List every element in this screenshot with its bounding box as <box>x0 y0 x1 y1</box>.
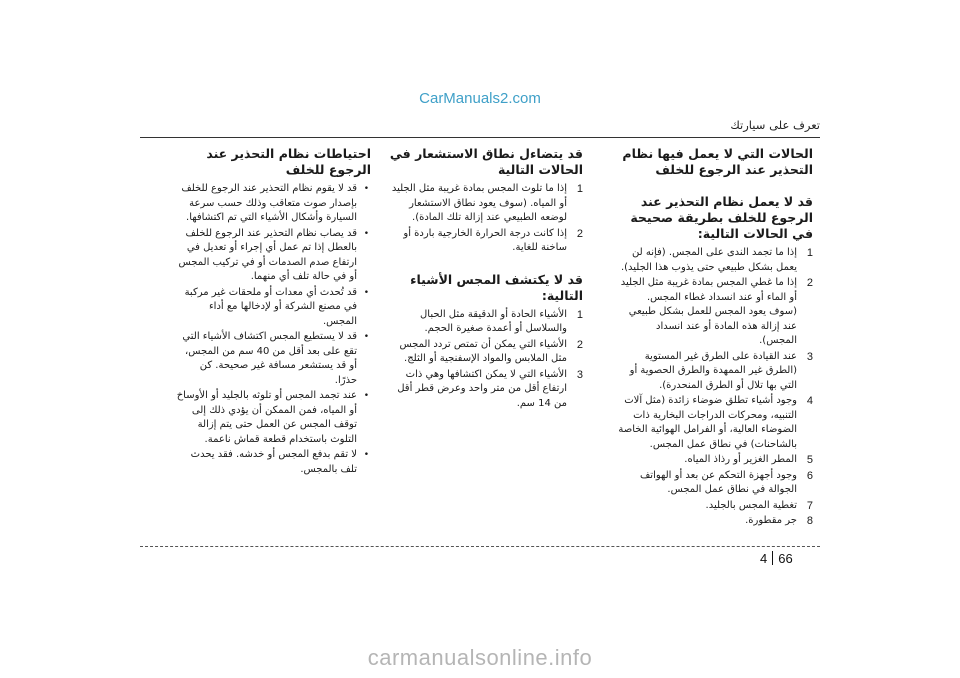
item-text: وجود أشياء تطلق ضوضاء زائدة (مثل آلات التنبيه، ومحركات الدراجات البخارية ذات الضوضاء العالية، أو الفرامل الهوائية الخاصة بالشاحنات) في نطاق عمل المجس. <box>618 395 797 450</box>
section-heading: قد لا يعمل نظام التحذير عند الرجوع للخلف بطريقة صحيحة في الحالات التالية: <box>630 194 813 241</box>
item-text: عند تجمد المجس أو تلوثه بالجليد أو الأوساخ أو المياه، فمن الممكن أن يؤدي ذلك إلى توقف المجس عن العمل حتى يتم إزالة التلوث باستخدام قطعة قماش ناعمة. <box>176 390 357 445</box>
bottom-rule <box>140 546 820 547</box>
bullet-marker: • <box>363 184 369 194</box>
item-text: المطر الغزير أو رذاذ المياه. <box>684 454 797 465</box>
bullet-list <box>176 182 371 477</box>
column-middle <box>388 146 583 412</box>
item-text: وجود أجهزة التحكم عن بعد أو الهواتف الجوالة في نطاق عمل المجس. <box>639 469 797 495</box>
bullet-marker: • <box>363 287 369 298</box>
list-item <box>176 389 371 447</box>
item-text: إذا كانت درجة الحرارة الخارجية باردة أو ساخنة للغاية. <box>403 227 567 253</box>
list-item <box>176 227 371 285</box>
item-text: إذا ما غطي المجس بمادة غريبة مثل الجليد أو الماء أو عند انسداد غطاء المجس. (سوف يعود المجس للعمل بشكل طبيعي عند إزالة هذه المادة أو عند انسداد المجس). <box>620 277 797 346</box>
section-heading: الحالات التي لا يعمل فيها نظام التحذير عند الرجوع للخلف <box>622 146 813 177</box>
list-item <box>618 276 813 349</box>
item-text: عند القيادة على الطرق غير المستوية (الطرق غير الممهدة والطرق الحصوية أو التي بها تلال أو الطرق المنحدرة). <box>629 350 797 391</box>
section-heading: احتياطات نظام التحذير عند الرجوع للخلف <box>206 146 371 177</box>
item-text: تغطية المجس بالجليد. <box>705 499 797 511</box>
watermark-top-text: CarManuals2.com <box>419 90 541 107</box>
item-number: 2 <box>806 277 813 289</box>
list-item <box>618 514 813 529</box>
item-text: الأشياء الحادة أو الدقيقة مثل الحبال والسلاسل أو أعمدة صغيرة الحجم. <box>420 308 567 334</box>
item-text: الأشياء التي لا يمكن اكتشافها وهي ذات ارتفاع أقل من متر واحد وعرض قطر أقل من 14 سم. <box>397 368 567 409</box>
list-item <box>618 394 813 452</box>
page-number <box>760 551 793 566</box>
numbered-list <box>618 246 813 529</box>
item-number: 7 <box>806 499 813 512</box>
bullet-marker: • <box>363 391 369 401</box>
item-text: جر مقطورة. <box>745 515 797 526</box>
list-item <box>176 286 371 330</box>
item-number: 1 <box>806 247 813 259</box>
list-item <box>618 350 813 394</box>
item-number: 1 <box>576 308 583 321</box>
watermark-bottom-text: carmanualsonline.info <box>367 645 593 670</box>
item-number: 4 <box>806 395 813 407</box>
numbered-list <box>388 182 583 256</box>
chapter-number: 4 <box>760 551 768 566</box>
item-number: 8 <box>806 515 813 527</box>
list-item <box>618 499 813 514</box>
list-item <box>176 182 371 226</box>
list-item <box>388 338 583 367</box>
item-number: 3 <box>806 350 813 363</box>
list-item <box>618 453 813 468</box>
top-rule <box>140 137 820 138</box>
column-right <box>618 146 813 530</box>
item-text: قد لا يقوم نظام التحذير عند الرجوع للخلف بإصدار صوت متعاقب وذلك حسب سرعة السيارة وأشكال الأشياء التي تم اكتشافها. <box>181 183 357 223</box>
page-number-value: 66 <box>778 551 793 566</box>
item-text: إذا ما تلوث المجس بمادة غريبة مثل الجليد أو المياه. (سوف يعود نطاق الاستشعار لوضعه الطبيعي عند إزالة تلك المادة). <box>391 183 567 223</box>
list-item <box>388 368 583 412</box>
list-item <box>618 469 813 498</box>
section-heading: قد لا يكتشف المجس الأشياء التالية: <box>410 271 583 303</box>
item-text: قد تُحدث أي معدات أو ملحقات غير مركبة في مصنع الشركة أو لإدخالها مع أداء المجس. <box>184 286 357 327</box>
item-number: 5 <box>806 454 813 466</box>
item-text: قد لا يستطيع المجس اكتشاف الأشياء التي تقع على بعد أقل من 40 سم من المجس، أو قد يستشعر مسافة غير صحيحة. كن حذرًا. <box>182 331 357 386</box>
item-number: 1 <box>576 183 583 195</box>
item-text: لا تقم بدفع المجس أو خدشه. فقد يحدث تلف بالمجس. <box>190 449 357 475</box>
item-number: 6 <box>806 469 813 482</box>
item-text: قد يصاب نظام التحذير عند الرجوع للخلف بالعطل إذا تم عمل أي إجراء أو تعديل في ارتفاع صدم الصدمات أو في تركيب المجس أو في حالة تلف أي منهما. <box>178 227 357 282</box>
list-item <box>618 246 813 275</box>
numbered-list <box>388 308 583 412</box>
list-item <box>176 330 371 388</box>
item-number: 2 <box>576 338 583 351</box>
running-head: تعرف على سيارتك <box>730 118 820 132</box>
item-number: 3 <box>576 368 583 381</box>
list-item <box>388 182 583 226</box>
list-item <box>176 448 371 477</box>
item-text: الأشياء التي يمكن أن تمتص تردد المجس مثل الملابس والمواد الإسفنجية أو الثلج. <box>399 338 567 364</box>
column-left <box>176 146 371 478</box>
bullet-marker: • <box>363 450 369 460</box>
list-item <box>388 308 583 337</box>
section-heading: قد يتضاءل نطاق الاستشعار في الحالات التالية <box>389 146 583 177</box>
item-text: إذا ما تجمد الندى على المجس. (فإنه لن يعمل بشكل طبيعي حتى يذوب هذا الجليد). <box>620 247 797 273</box>
item-number: 2 <box>576 227 583 240</box>
bullet-marker: • <box>363 332 369 342</box>
list-item <box>388 227 583 256</box>
page-number-divider <box>772 551 773 565</box>
bullet-marker: • <box>363 228 369 239</box>
